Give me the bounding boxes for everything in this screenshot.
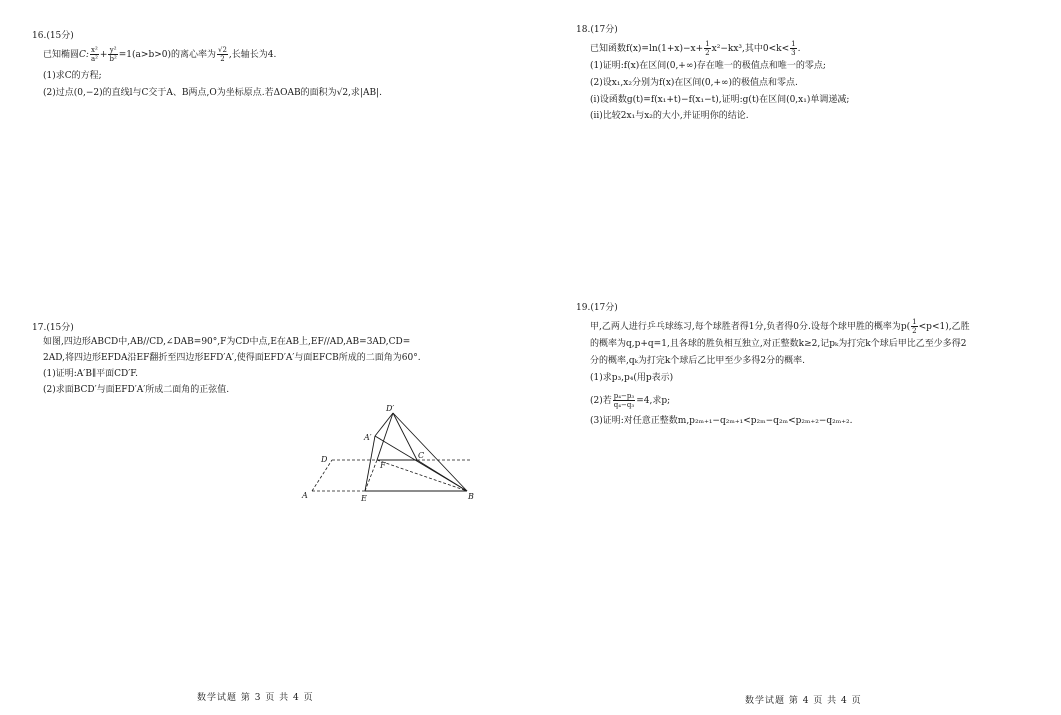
fraction-x2-a2: $\frac{\text{x²}}{\text{a²}}$ — [90, 46, 98, 63]
q17-part-2: (2)求面BCD′与面EFD′A′所成二面角的正弦值. — [43, 385, 230, 395]
label-D: D — [321, 455, 328, 464]
label-D-prime: D′ — [386, 404, 395, 413]
label-A: A — [302, 491, 308, 500]
fraction-y2-b2: $\frac{\text{y²}}{\text{b²}}$ — [109, 46, 117, 63]
q19-stem-line-3: 分的概率,qₖ为打完k个球后乙比甲至少多得2分的概率. — [590, 356, 805, 366]
q19-stem-line-1: 甲,乙两人进行乒乓球练习,每个球胜者得1分,负者得0分.设每个球甲胜的概率为p( $\frac{1}{2}$ <p<1),乙胜 — [590, 318, 970, 335]
edge-Ap-E — [365, 436, 375, 491]
fraction-one-third: $\frac{1}{3}$ — [791, 40, 796, 57]
right-page-footer: 数学试题 第 4 页 共 4 页 — [745, 696, 862, 706]
label-C: C — [418, 451, 425, 460]
edge-E-F — [365, 460, 377, 491]
label-F: F — [380, 461, 386, 470]
left-page-footer: 数学试题 第 3 页 共 4 页 — [197, 693, 314, 703]
q18-part-1: (1)证明:f(x)在区间(0,+∞)存在唯一的极值点和唯一的零点; — [590, 61, 826, 71]
q19-part-2: (2)若 $\frac{\text{p₄−p₃}}{\text{q₄−q₃}}$ =4,求p; — [590, 392, 671, 409]
q19-part-3: (3)证明:对任意正整数m,p₂ₘ₊₁−q₂ₘ₊₁<p₂ₘ−q₂ₘ<p₂ₘ₊₂−q₂ₘ₊₂. — [590, 416, 853, 426]
q19-stem-line-2: 的概率为q,p+q=1,且各球的胜负相互独立,对正整数k≥2,记pₖ为打完k个球后甲比乙至少多得2 — [590, 339, 967, 349]
label-A-prime: A′ — [364, 433, 372, 442]
q18-part-2-i: (i)设函数g(t)=f(x₁+t)−f(x₁−t),证明:g(t)在区间(0,x₁)单调递减; — [590, 95, 850, 105]
fraction-one-half-q19: $\frac{1}{2}$ — [912, 318, 917, 335]
edge-Ap-Dp — [375, 413, 393, 436]
fraction-one-half: $\frac{1}{2}$ — [705, 40, 710, 57]
fraction-sqrt2-2: $\frac{√2}{2}$ — [218, 46, 227, 63]
q18-part-2: (2)设x₁,x₂分别为f(x)在区间(0,+∞)的极值点和零点. — [590, 78, 798, 88]
q16-heading: 16.(15分) — [32, 31, 74, 41]
q19-heading: 19.(17分) — [576, 303, 618, 313]
label-E: E — [361, 494, 367, 503]
q19-part-1: (1)求p₃,p₄(用p表示) — [590, 373, 674, 383]
q18-part-2-ii: (ii)比较2x₁与x₂的大小,并证明你的结论. — [590, 111, 749, 121]
q17-stem-line-1: 如图,四边形ABCD中,AB//CD,∠DAB=90°,F为CD中点,E在AB上,EF//AD,AB=3AD,CD= — [43, 337, 411, 347]
edge-Dp-C — [393, 413, 417, 460]
q17-part-1: (1)证明:A′B∥平面CD′F. — [43, 369, 138, 379]
q16-part-2: (2)过点(0,−2)的直线l与C交于A、B两点,O为坐标原点.若ΔOAB的面积为√2,求|AB|. — [43, 88, 382, 98]
q17-heading: 17.(15分) — [32, 323, 74, 333]
q17-geometry-figure — [295, 400, 485, 510]
q16-part-1: (1)求C的方程; — [43, 71, 102, 81]
label-B: B — [468, 492, 474, 501]
fraction-p4-p3-over-q4-q3: $\frac{\text{p₄−p₃}}{\text{q₄−q₃}}$ — [613, 392, 635, 409]
q18-stem: 已知函数f(x)=ln(1+x)−x+ $\frac{1}{2}$ x²−kx³,其中0<k< $\frac{1}{3}$ . — [590, 40, 801, 57]
edge-Dp-B — [393, 413, 467, 491]
q16-stem: 已知椭圆C: $\frac{\text{x²}}{\text{a²}}$ + $\frac{\text{y²}}{\text{b²}}$ =1(a>b>0)的离心率为 $\frac{√2}{2}$ ,长轴长为4. — [43, 46, 277, 63]
edge-F-B — [377, 460, 467, 491]
q18-heading: 18.(17分) — [576, 25, 618, 35]
edge-Dp-F — [377, 413, 393, 460]
q17-stem-line-2: 2AD,将四边形EFDA沿EF翻折至四边形EFD′A′,使得面EFD′A′与面EFCB所成的二面角为60°. — [43, 353, 421, 363]
edge-A-D — [312, 460, 332, 491]
